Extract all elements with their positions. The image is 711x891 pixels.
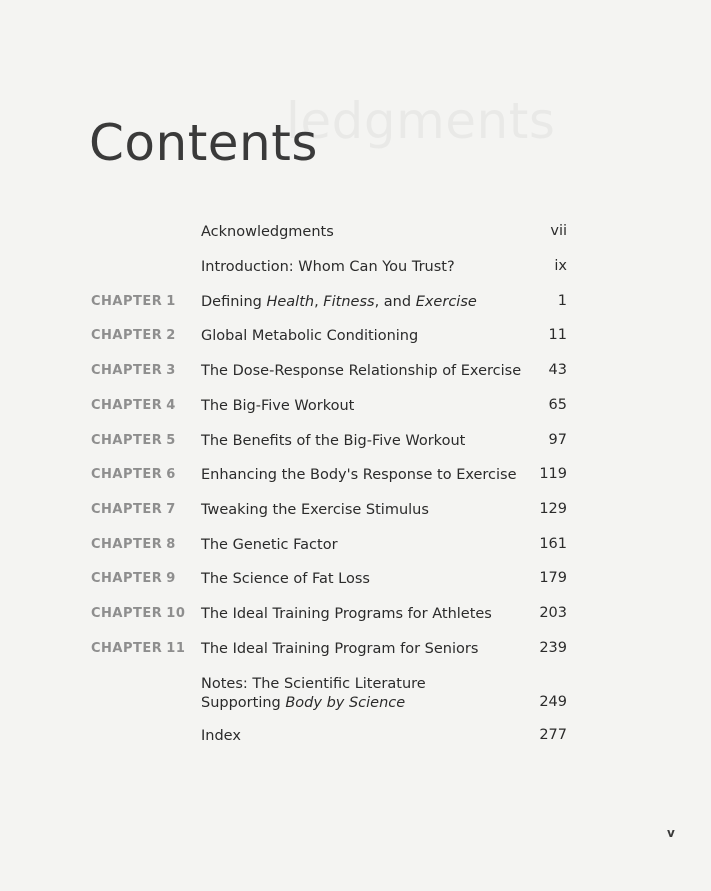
title-segment: Notes: The Scientific Literature [201,676,426,692]
chapter-label [91,363,176,378]
title-segment: The Ideal Training Program for Seniors [201,641,479,657]
toc-entry-title [201,432,501,451]
chapter-word: CHAPTER [91,398,163,413]
chapter-number: 5 [166,433,176,448]
toc-page-number: vii [550,223,567,239]
chapter-number: 10 [166,606,186,621]
toc-entry-title [201,605,501,624]
chapter-number: 6 [166,467,176,482]
chapter-label [91,398,176,413]
toc-entry-title [201,501,501,520]
toc-entry-title [201,293,501,312]
toc-page-number: 1 [557,293,567,309]
chapter-number: 9 [166,571,176,586]
page-number: v [667,826,675,840]
toc-entry-title [201,362,522,381]
title-segment: The Benefits of the Big-Five Workout [201,433,466,449]
title-segment: Global Metabolic Conditioning [201,328,419,344]
toc-page-number: 203 [539,605,567,621]
toc-page-number: 277 [539,727,567,743]
chapter-number: 7 [166,502,176,517]
toc-entry-title [201,675,501,713]
title-segment: Introduction: Whom Can You Trust? [201,259,455,275]
chapter-number: 2 [166,328,176,343]
toc-entry-title [201,223,501,242]
chapter-label [91,328,176,343]
chapter-word: CHAPTER [91,328,163,343]
title-segment: Health [266,294,315,310]
chapter-number: 4 [166,398,176,413]
chapter-number: 3 [166,363,176,378]
toc-page-number: 119 [539,466,567,482]
title-segment: Enhancing the Body's Response to Exercise [201,467,517,483]
chapter-number: 1 [166,294,176,309]
chapter-label [91,433,176,448]
chapter-label [91,467,176,482]
toc-page-number: 239 [539,640,567,656]
chapter-word: CHAPTER [91,641,163,656]
toc-page-number: 97 [548,432,567,448]
chapter-word: CHAPTER [91,502,163,517]
chapter-word: CHAPTER [91,537,163,552]
title-segment: Acknowledgments [201,224,334,240]
title-segment: Index [201,728,241,744]
title-segment: The Science of Fat Loss [201,571,370,587]
title-segment: The Ideal Training Programs for Athletes [201,606,492,622]
chapter-word: CHAPTER [91,467,163,482]
toc-page-number: 43 [548,362,567,378]
toc-entry-title [201,397,501,416]
toc-page-number: 249 [539,694,567,710]
title-segment: Body by Science [285,695,406,711]
chapter-label [91,641,185,656]
toc-entry-title [201,466,517,485]
chapter-word: CHAPTER [91,606,163,621]
page-title: Contents [89,113,318,172]
title-segment: , [314,294,324,310]
toc-page-number: 179 [539,570,567,586]
title-segment: , and [374,294,416,310]
chapter-word: CHAPTER [91,294,163,309]
chapter-number: 11 [166,641,186,656]
title-segment: Supporting [201,695,286,711]
toc-entry-title [201,727,501,746]
toc-page-number: 11 [548,327,567,343]
toc-page-number: 65 [548,397,567,413]
title-segment: Defining [201,294,267,310]
chapter-label [91,294,176,309]
toc-page-number: ix [554,258,567,274]
toc-entry-title [201,640,501,659]
toc-page-number: 129 [539,501,567,517]
toc-page-number: 161 [539,536,567,552]
chapter-label [91,502,176,517]
title-segment: The Genetic Factor [201,537,338,553]
toc-entry-title [201,536,501,555]
chapter-number: 8 [166,537,176,552]
title-segment: Exercise [415,294,477,310]
title-segment: Tweaking the Exercise Stimulus [201,502,429,518]
chapter-label [91,606,185,621]
chapter-word: CHAPTER [91,571,163,586]
toc-entry-title [201,258,501,277]
title-segment: The Big-Five Workout [201,398,355,414]
title-segment: The Dose-Response Relationship of Exercise [201,363,522,379]
title-segment: Fitness [323,294,375,310]
chapter-word: CHAPTER [91,433,163,448]
toc-entry-title [201,327,501,346]
chapter-word: CHAPTER [91,363,163,378]
toc-entry-title [201,570,501,589]
chapter-label [91,571,176,586]
chapter-label [91,537,176,552]
